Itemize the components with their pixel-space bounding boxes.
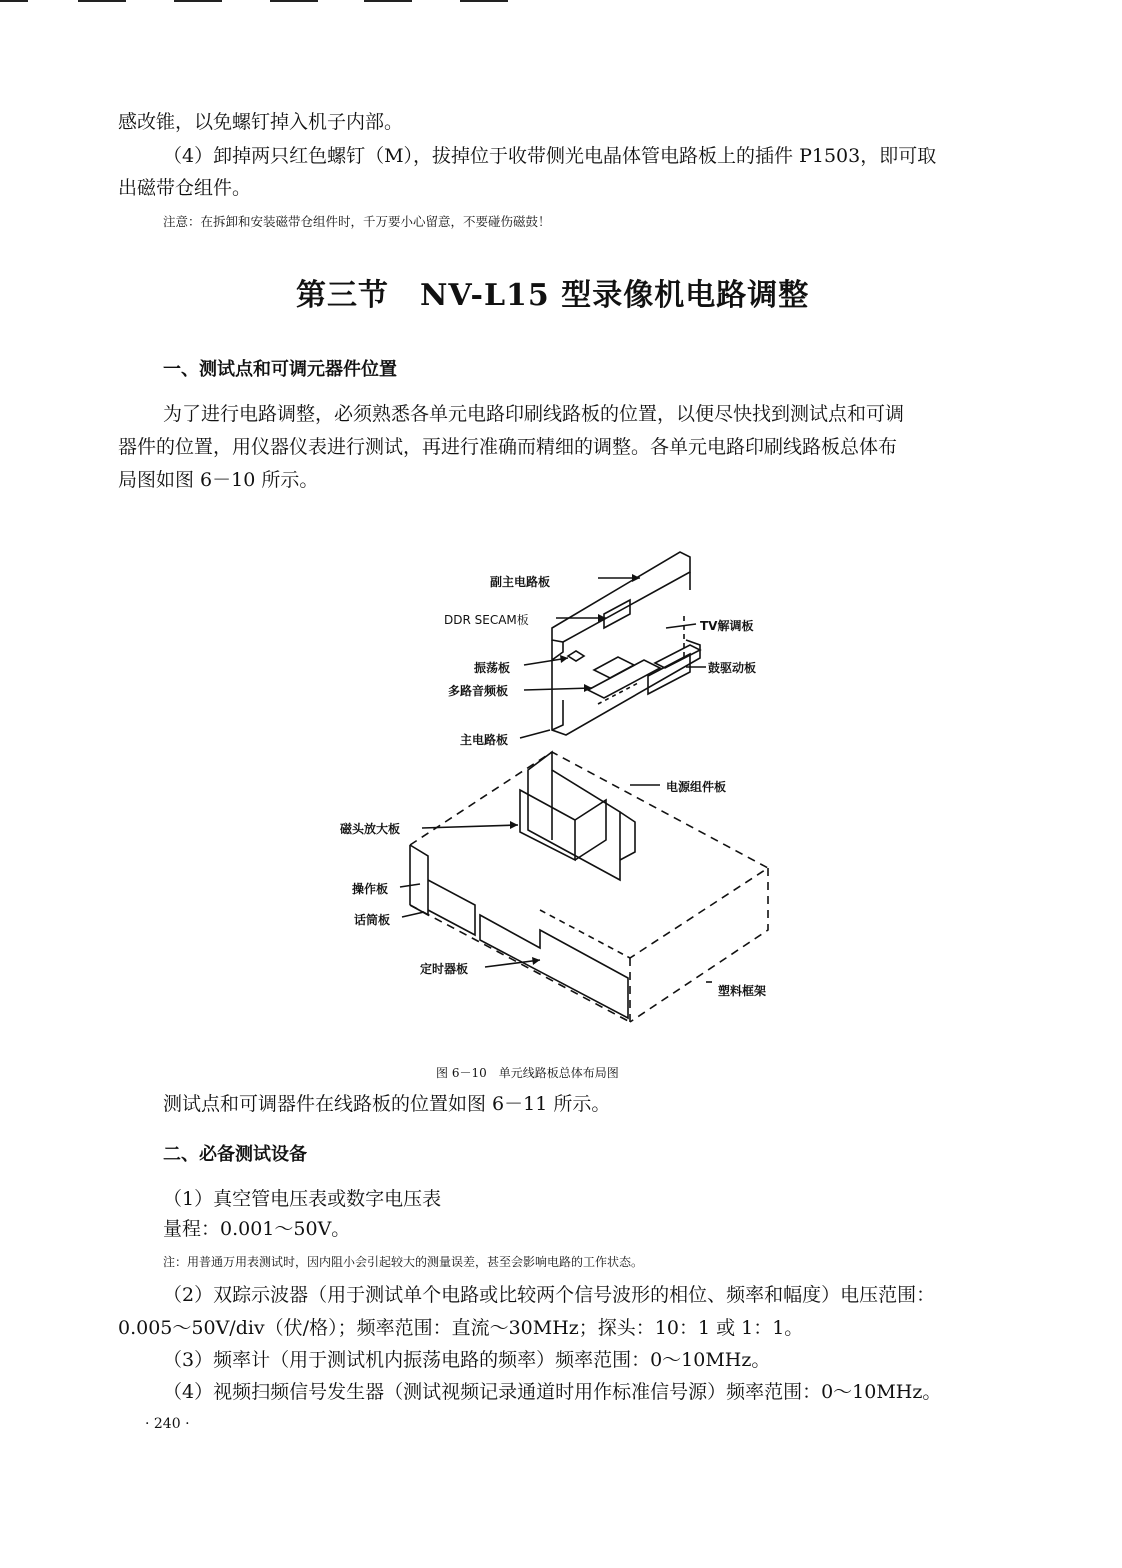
label-sub-main-board: 副主电路板: [490, 575, 551, 589]
note-caution: 注意：在拆卸和安装磁带仓组件时，千万要小心留意，不要碰伤磁鼓！: [163, 214, 551, 229]
label-operation: 操作板: [352, 882, 389, 896]
page-number: · 240 ·: [145, 1416, 190, 1432]
figure-caption: 图 6－10 单元线路板总体布局图: [436, 1066, 619, 1080]
header-rule-5: [364, 0, 412, 2]
header-rule-4: [270, 0, 318, 2]
header-rule-3: [174, 0, 222, 2]
label-multi-audio: 多路音频板: [448, 684, 509, 698]
after-figure-text: 测试点和可调器件在线路板的位置如图 6－11 所示。: [163, 1093, 611, 1115]
item1-range: 量程：0.001～50V。: [163, 1218, 351, 1240]
header-rule-6: [460, 0, 508, 2]
item2-line1: （2）双踪示波器（用于测试单个电路或比较两个信号波形的相位、频率和幅度）电压范围：: [163, 1284, 936, 1306]
label-main-board: 主电路板: [460, 733, 509, 747]
label-power-board: 电源组件板: [666, 780, 727, 794]
part1-para-line3: 局图如图 6－10 所示。: [118, 469, 319, 491]
continuation-line: 感改锥，以免螺钉掉入机子内部。: [118, 111, 404, 133]
step4-line2: 出磁带仓组件。: [118, 177, 252, 199]
item1: （1）真空管电压表或数字电压表: [163, 1188, 442, 1210]
label-oscillator: 振荡板: [474, 661, 511, 675]
label-microphone: 话筒板: [354, 913, 391, 927]
part2-note: 注：用普通万用表测试时，因内阻小会引起较大的测量误差，甚至会影响电路的工作状态。: [163, 1255, 644, 1269]
item2-line2: 0.005～50V/div（伏/格）；频率范围：直流～30MHz；探头：10：1 或 1：1。: [118, 1317, 804, 1339]
header-rule-2: [78, 0, 126, 2]
step4-line1: （4）卸掉两只红色螺钉（M），拔掉位于收带侧光电晶体管电路板上的插件 P1503，即可取: [163, 145, 937, 167]
label-tv-demod: TV解调板: [700, 619, 754, 633]
item4: （4）视频扫频信号发生器（测试视频记录通道时用作标准信号源）频率范围：0～10MHz。: [163, 1381, 942, 1403]
label-drum-driver: 鼓驱动板: [708, 661, 757, 675]
label-head-amp: 磁头放大板: [340, 822, 401, 836]
item3: （3）频率计（用于测试机内振荡电路的频率）频率范围：0～10MHz。: [163, 1349, 771, 1371]
header-rule-1: [0, 0, 28, 2]
part1-para-line2: 器件的位置，用仪器仪表进行测试，再进行准确而精细的调整。各单元电路印刷线路板总体布: [118, 436, 898, 458]
part1-para-line1: 为了进行电路调整，必须熟悉各单元电路印刷线路板的位置，以便尽快找到测试点和可调: [163, 403, 905, 425]
part1-heading: 一、测试点和可调元器件位置: [163, 359, 397, 380]
label-plastic-frame: 塑料框架: [718, 984, 767, 998]
section-title: 第三节 NV-L15 型录像机电路调整: [296, 278, 810, 313]
part2-heading: 二、必备测试设备: [163, 1144, 307, 1165]
label-ddr-secam: DDR SECAM板: [444, 613, 529, 627]
label-timer: 定时器板: [420, 962, 469, 976]
